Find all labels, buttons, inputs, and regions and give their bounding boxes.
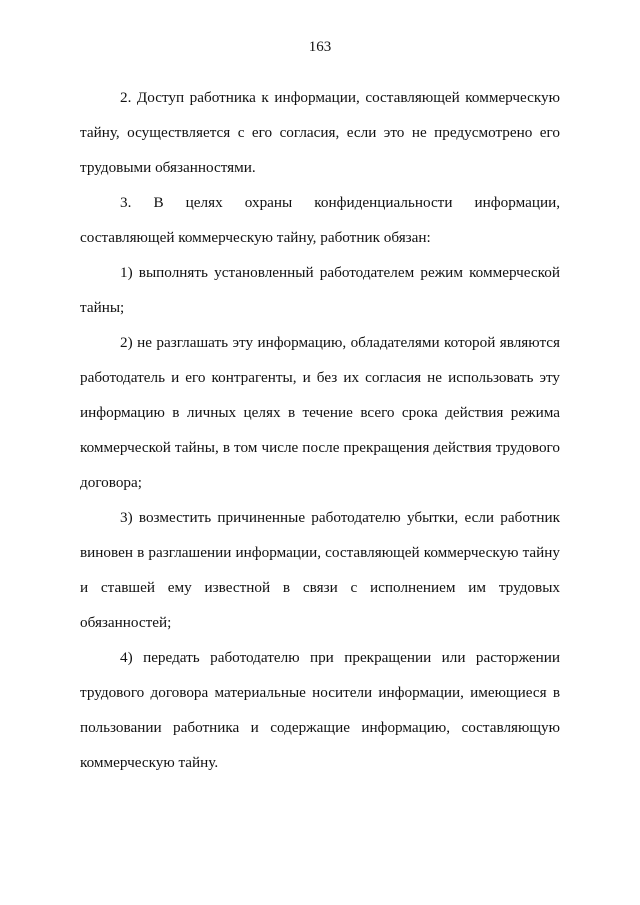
- paragraph-access: 2. Доступ работника к информации, составляющей коммерческую тайну, осуществляется с его согласия, если это не предусмотрено его трудовыми обязанностями.: [80, 89, 560, 176]
- document-body: [80, 80, 560, 780]
- list-item-3: 3) возместить причиненные работодателю убытки, если работник виновен в разглашении информации, составляющей коммерческую тайну и ставшей ему известной в связи с исполнением им трудовых обязанностей;: [80, 509, 560, 631]
- list-item-4: 4) передать работодателю при прекращении или расторжении трудового договора материальные носители информации, имеющиеся в пользовании работника и содержащие информацию, составляющую коммерческую тайну.: [80, 649, 560, 771]
- list-item-2: 2) не разглашать эту информацию, обладателями которой являются работодатель и его контрагенты, и без их согласия не использовать эту информацию в личных целях в течение всего срока действия режима коммерческой тайны, в том числе после прекращения действия трудового договора;: [80, 334, 560, 491]
- page-number: 163: [308, 39, 332, 55]
- paragraph-obligations-intro: 3. В целях охраны конфиденциальности информации, составляющей коммерческую тайну, работник обязан:: [80, 194, 560, 246]
- list-item-1: 1) выполнять установленный работодателем режим коммерческой тайны;: [80, 264, 560, 316]
